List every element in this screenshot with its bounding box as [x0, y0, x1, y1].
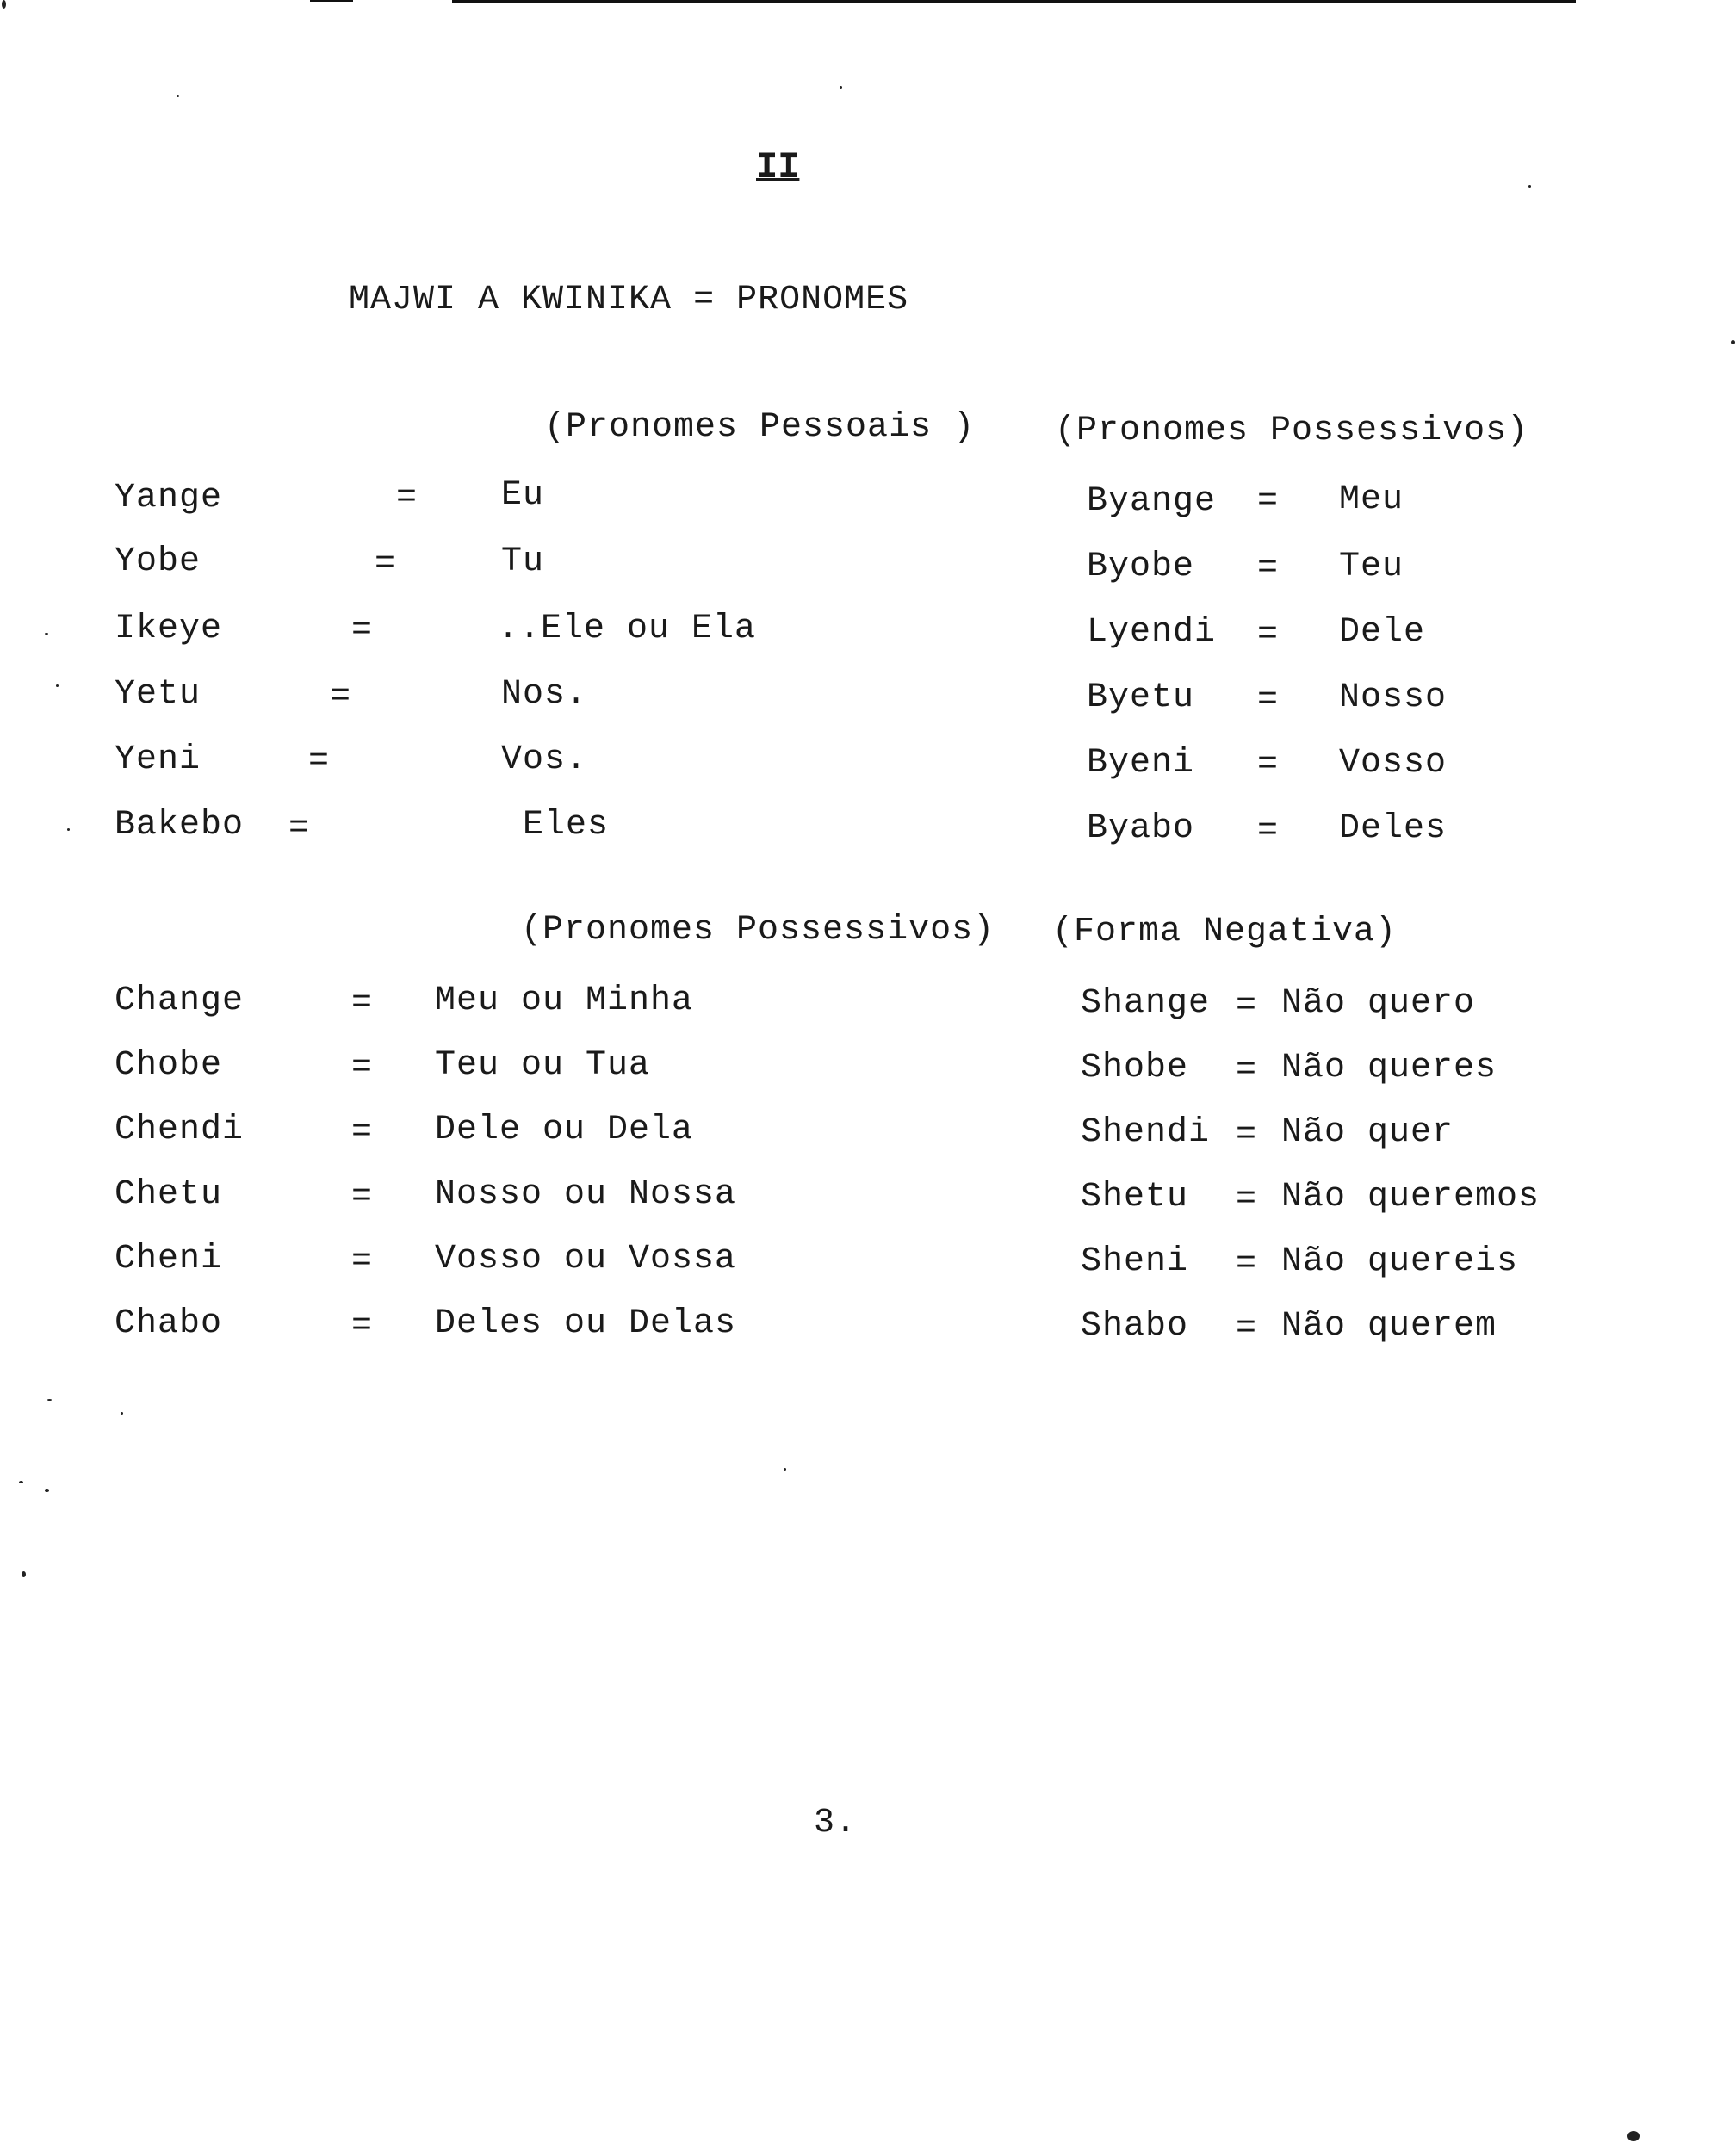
negative-eq: =: [1236, 1116, 1258, 1155]
personal-term: Yetu: [115, 675, 202, 714]
possessive-2-meaning: Nosso ou Nossa: [435, 1175, 737, 1214]
section-number: II: [756, 146, 800, 188]
scan-speck: [19, 1481, 23, 1483]
possessive-2-meaning: Teu ou Tua: [435, 1046, 651, 1085]
scan-speck: [56, 684, 59, 687]
personal-term: Yange: [115, 479, 223, 517]
personal-term: Ikeye: [115, 610, 223, 648]
possessive-2-term: Chobe: [115, 1046, 223, 1085]
possessive-1-term: Byabo: [1087, 809, 1195, 848]
scan-speck: [177, 95, 179, 97]
personal-eq: =: [308, 742, 331, 781]
negative-meaning: Não quereis: [1281, 1242, 1519, 1281]
possessive-1-term: Byange: [1087, 482, 1217, 521]
negative-meaning: Não quer: [1281, 1113, 1454, 1152]
possessive-1-eq: =: [1257, 746, 1280, 784]
personal-eq: =: [396, 479, 418, 517]
scan-speck: [1528, 185, 1531, 188]
personal-meaning: Eu: [501, 476, 545, 515]
possessive-1-meaning: Teu: [1339, 548, 1404, 586]
negative-term: Shange: [1081, 984, 1211, 1023]
possessive-1-meaning: Dele: [1339, 613, 1426, 652]
negative-eq: =: [1236, 1051, 1258, 1090]
personal-meaning: Nos.: [501, 675, 588, 714]
negative-eq: =: [1236, 1180, 1258, 1219]
possessive-2-eq: =: [351, 984, 374, 1023]
top-rule: [452, 0, 1576, 3]
possessive-2-term: Cheni: [115, 1240, 223, 1279]
scan-speck: [1731, 340, 1735, 344]
personal-meaning: ..Ele ou Ela: [498, 610, 757, 648]
scan-speck: [1628, 2131, 1640, 2141]
possessive-2-eq: =: [351, 1113, 374, 1152]
personal-term: Yeni: [115, 740, 202, 779]
personal-meaning: Tu: [501, 542, 545, 581]
possessive-1-eq: =: [1257, 681, 1280, 720]
possessive-2-eq: =: [351, 1242, 374, 1281]
scan-speck: [121, 1412, 123, 1415]
possessive-1-term: Byetu: [1087, 678, 1195, 717]
possessive-2-meaning: Dele ou Dela: [435, 1111, 694, 1149]
possessive-1-term: Byobe: [1087, 548, 1195, 586]
top-rule-short: [310, 0, 353, 2]
personal-eq: =: [330, 678, 352, 716]
negative-term: Shetu: [1081, 1178, 1189, 1217]
possessive-1-meaning: Nosso: [1339, 678, 1448, 717]
scan-speck: [2, 0, 6, 9]
negative-term: Shendi: [1081, 1113, 1211, 1152]
page-title: MAJWI A KWINIKA = PRONOMES: [349, 281, 909, 319]
possessive-1-eq: =: [1257, 812, 1280, 851]
personal-term: Yobe: [115, 542, 202, 581]
possessive-2-term: Chetu: [115, 1175, 223, 1214]
negative-term: Sheni: [1081, 1242, 1189, 1281]
scan-speck: [67, 828, 70, 831]
negative-term: Shabo: [1081, 1307, 1189, 1346]
possessive-2-term: Change: [115, 982, 245, 1020]
personal-eq: =: [375, 545, 397, 584]
negative-meaning: Não querem: [1281, 1307, 1497, 1346]
possessive-1-heading: (Pronomes Possessivos): [1055, 412, 1529, 450]
negative-heading: (Forma Negativa): [1052, 913, 1398, 951]
scan-speck: [840, 86, 842, 89]
negative-eq: =: [1236, 1310, 1258, 1348]
possessive-2-eq: =: [351, 1307, 374, 1346]
scan-speck: [22, 1571, 26, 1577]
negative-term: Shobe: [1081, 1049, 1189, 1087]
negative-meaning: Não queres: [1281, 1049, 1497, 1087]
scan-speck: [784, 1468, 786, 1471]
possessive-2-eq: =: [351, 1178, 374, 1217]
personal-meaning: Eles: [523, 806, 610, 845]
scan-speck: [45, 633, 48, 635]
personal-meaning: Vos.: [501, 740, 588, 779]
personal-eq: =: [351, 611, 374, 650]
negative-eq: =: [1236, 1245, 1258, 1284]
possessive-1-eq: =: [1257, 482, 1280, 521]
possessive-1-eq: =: [1257, 549, 1280, 588]
possessive-1-meaning: Vosso: [1339, 744, 1448, 783]
possessive-2-term: Chendi: [115, 1111, 245, 1149]
possessive-1-meaning: Deles: [1339, 809, 1448, 848]
page-number: 3.: [814, 1804, 858, 1842]
possessive-2-eq: =: [351, 1049, 374, 1087]
personal-eq: =: [288, 809, 311, 848]
possessive-1-term: Lyendi: [1087, 613, 1217, 652]
possessive-2-meaning: Vosso ou Vossa: [435, 1240, 737, 1279]
possessive-1-meaning: Meu: [1339, 480, 1404, 519]
negative-eq: =: [1236, 987, 1258, 1025]
possessive-2-meaning: Deles ou Delas: [435, 1304, 737, 1343]
possessive-2-term: Chabo: [115, 1304, 223, 1343]
personal-heading: (Pronomes Pessoais ): [544, 408, 976, 447]
possessive-2-heading: (Pronomes Possessivos): [521, 911, 995, 950]
scan-speck: [47, 1399, 52, 1401]
possessive-1-eq: =: [1257, 616, 1280, 654]
personal-term: Bakebo: [115, 806, 245, 845]
scan-speck: [45, 1489, 49, 1492]
possessive-2-meaning: Meu ou Minha: [435, 982, 694, 1020]
negative-meaning: Não queremos: [1281, 1178, 1541, 1217]
negative-meaning: Não quero: [1281, 984, 1476, 1023]
possessive-1-term: Byeni: [1087, 744, 1195, 783]
